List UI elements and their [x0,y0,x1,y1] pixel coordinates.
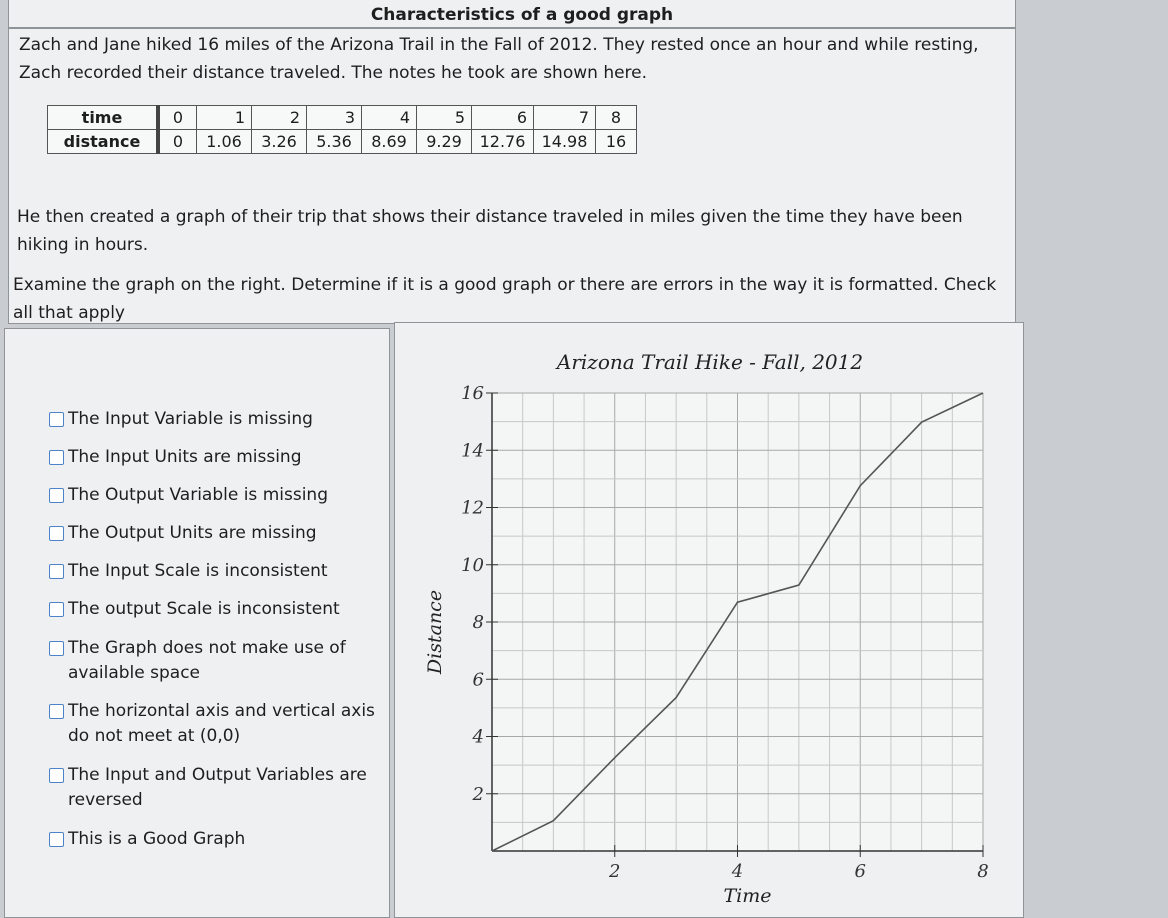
checkbox[interactable] [49,832,64,847]
option-label: The Input Units are missing [68,447,302,467]
x-tick-label: 4 [731,861,744,882]
option-good-graph[interactable] [49,827,388,852]
title-bar [8,0,1016,28]
checkbox[interactable] [49,641,64,656]
y-tick-label: 8 [472,612,484,633]
table-cell: 4 [362,106,417,130]
checkbox[interactable] [49,450,64,465]
intro-paragraph: Zach and Jane hiked 16 miles of the Arizona Trail in the Fall of 2012. They rested once an hour and while resting, Zach recorded their distance traveled. The notes he took are shown here. [19,35,979,83]
y-tick-label: 6 [472,669,484,691]
y-tick-label: 16 [461,383,484,404]
table-cell: 1 [197,106,252,130]
option-no-available-space[interactable] [49,636,358,686]
option-label: The Output Variable is missing [68,485,328,505]
table-cell: 16 [596,130,637,154]
line-chart [395,323,1023,917]
table-cell: 1.06 [197,130,252,154]
y-tick-label: 4 [472,726,484,748]
checkbox[interactable] [49,564,64,579]
x-tick-label: 8 [977,861,989,882]
table-cell: 6 [472,106,534,130]
x-tick-label: 6 [854,861,866,882]
option-label: The Output Units are missing [68,523,317,543]
table-cell: 8 [596,106,637,130]
option-label: The horizontal axis and vertical axis do not meet at (0,0) [68,701,375,746]
table-cell: 8.69 [362,130,417,154]
option-label: The Graph does not make use of available space [68,638,346,683]
table-cell: 3.26 [252,130,307,154]
x-axis-label: Time [723,885,772,907]
page-title: Characteristics of a good graph [370,5,674,25]
table-row [48,130,637,154]
option-variables-reversed[interactable] [49,763,378,813]
y-axis-label: Distance [424,589,446,675]
option-input-units-missing[interactable] [49,445,388,470]
table-cell: 3 [307,106,362,130]
intro-panel [8,28,1016,324]
option-label: The Input Scale is inconsistent [68,561,328,581]
option-label: The output Scale is inconsistent [68,599,340,619]
table-cell: 5 [417,106,472,130]
y-tick-label: 10 [461,554,484,576]
table-cell: 14.98 [534,130,596,154]
table-cell: 2 [252,106,307,130]
option-input-scale-inconsistent[interactable] [49,559,388,584]
option-label: The Input and Output Variables are reversed [68,765,367,810]
checkbox[interactable] [49,602,64,617]
instructions-paragraph: Examine the graph on the right. Determine if it is a good graph or there are errors in the way it is formatted. Check all that apply [13,275,997,323]
option-label: This is a Good Graph [68,829,246,849]
checkbox[interactable] [49,412,64,427]
option-output-units-missing[interactable] [49,521,388,546]
checkbox[interactable] [49,526,64,541]
y-tick-label: 14 [461,440,484,462]
checkbox[interactable] [49,768,64,783]
y-tick-label: 2 [472,783,484,805]
table-cell: 12.76 [472,130,534,154]
x-tick-label: 2 [609,861,621,882]
row-label-time: time [48,106,159,130]
table-cell: 9.29 [417,130,472,154]
table-row [48,106,637,130]
y-tick-label: 12 [461,497,484,519]
option-output-variable-missing[interactable] [49,483,388,508]
table-cell: 5.36 [307,130,362,154]
chart-title: Arizona Trail Hike - Fall, 2012 [556,350,864,374]
table-cell: 7 [534,106,596,130]
row-label-distance: distance [48,130,159,154]
data-table [47,105,637,154]
graph-panel [394,322,1024,918]
intro-paragraph: He then created a graph of their trip that shows their distance traveled in miles given the time they have been hiking in hours. [17,207,963,255]
checkbox[interactable] [49,488,64,503]
option-output-scale-inconsistent[interactable] [49,597,388,622]
table-cell: 0 [158,130,197,154]
option-label: The Input Variable is missing [68,409,313,429]
option-input-variable-missing[interactable] [49,407,388,432]
option-axes-not-meet-origin[interactable] [49,699,378,749]
options-panel [4,328,390,918]
checkbox[interactable] [49,704,64,719]
table-cell: 0 [158,106,197,130]
